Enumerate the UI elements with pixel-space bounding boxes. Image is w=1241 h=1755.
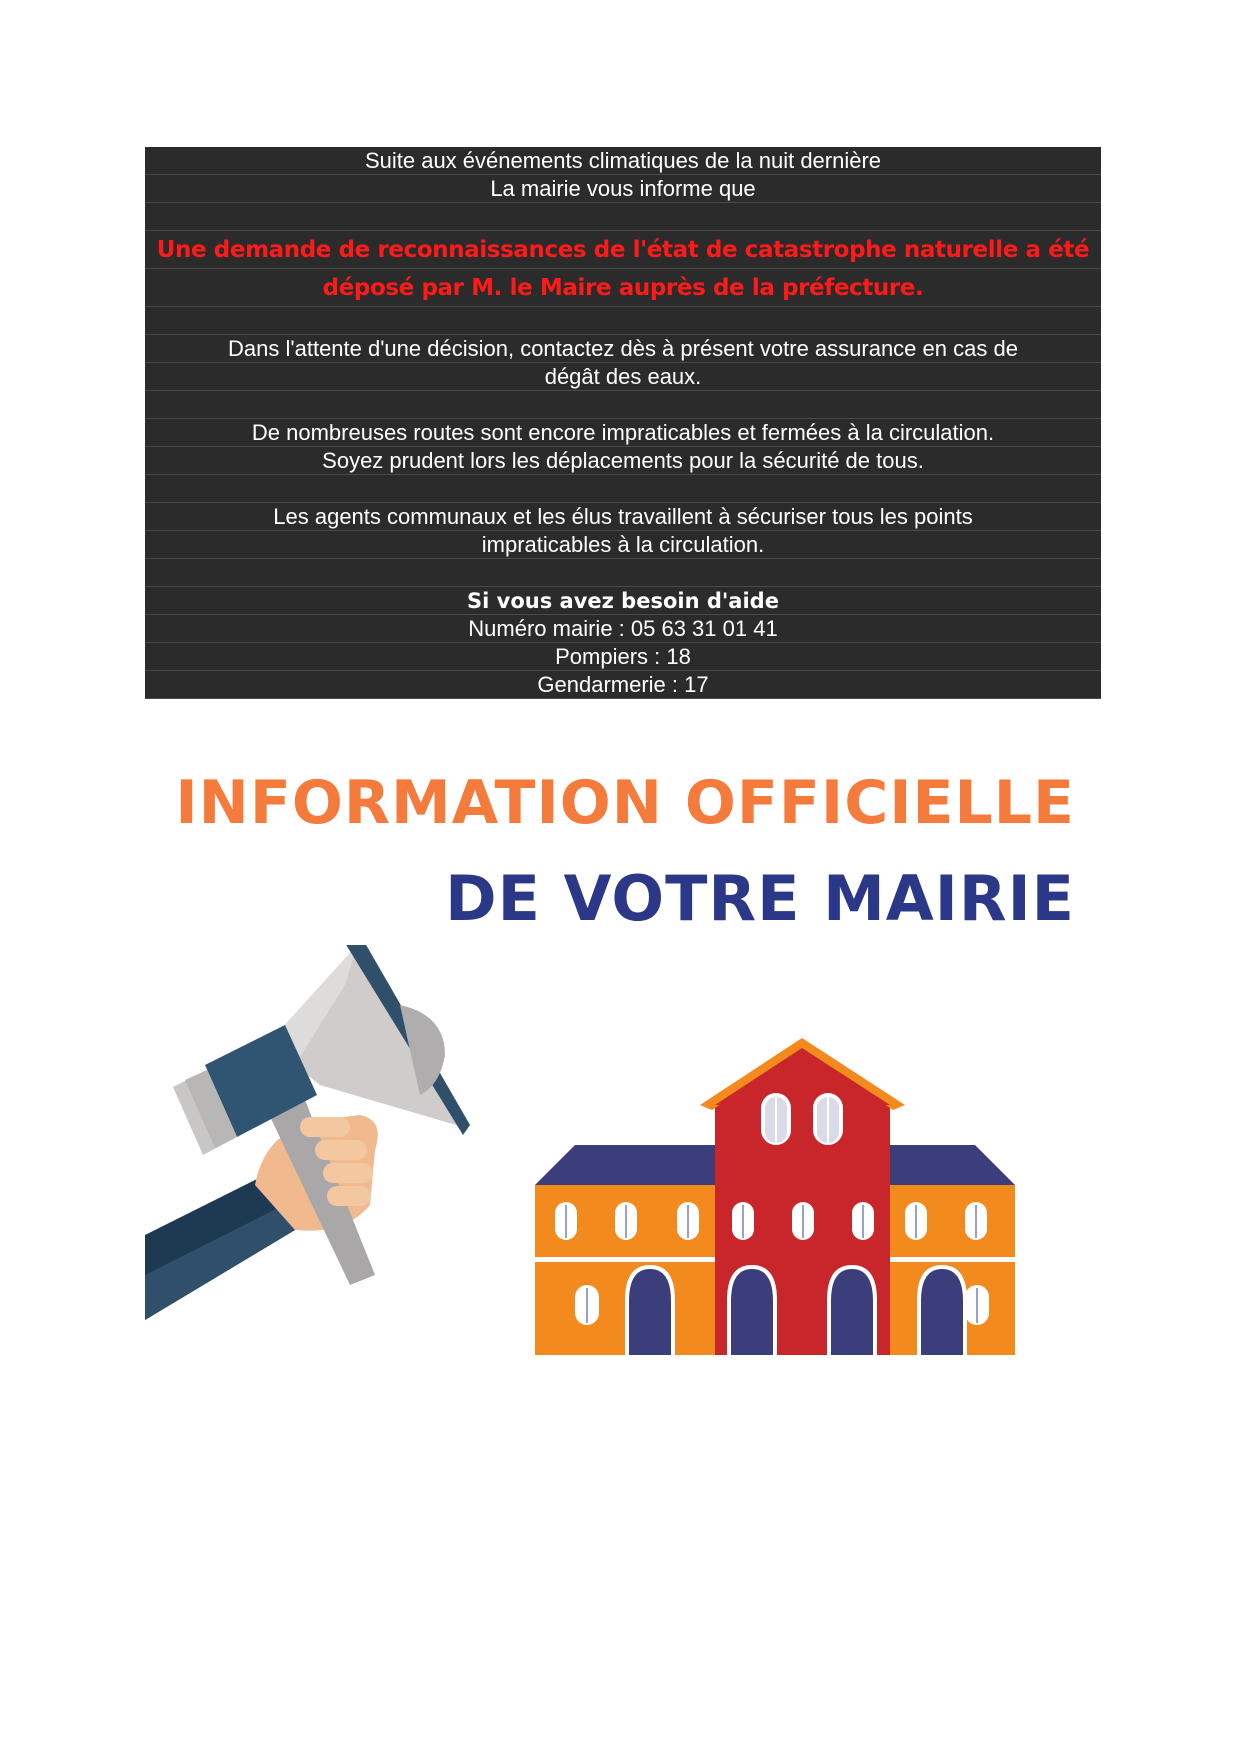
notice-line: impraticables à la circulation. bbox=[145, 531, 1101, 559]
pompiers-number: Pompiers : 18 bbox=[145, 643, 1101, 671]
notice-blank-row bbox=[145, 391, 1101, 419]
megaphone-icon bbox=[145, 945, 470, 1320]
notice-blank-row bbox=[145, 307, 1101, 335]
notice-blank-row bbox=[145, 559, 1101, 587]
headline-information-officielle: INFORMATION OFFICIELLE bbox=[175, 768, 1075, 838]
notice-panel bbox=[145, 147, 1101, 699]
alert-line: Une demande de reconnaissances de l'état de catastrophe naturelle a été bbox=[145, 231, 1101, 269]
mairie-phone: Numéro mairie : 05 63 31 01 41 bbox=[145, 615, 1101, 643]
notice-line: dégât des eaux. bbox=[145, 363, 1101, 391]
notice-line: La mairie vous informe que bbox=[145, 175, 1101, 203]
notice-line: De nombreuses routes sont encore impraticables et fermées à la circulation. bbox=[145, 419, 1101, 447]
notice-line: Dans l'attente d'une décision, contactez dès à présent votre assurance en cas de bbox=[145, 335, 1101, 363]
notice-line: Les agents communaux et les élus travaillent à sécuriser tous les points bbox=[145, 503, 1101, 531]
help-title: Si vous avez besoin d'aide bbox=[145, 587, 1101, 615]
alert-line: déposé par M. le Maire auprès de la préfecture. bbox=[145, 269, 1101, 307]
notice-line: Soyez prudent lors les déplacements pour la sécurité de tous. bbox=[145, 447, 1101, 475]
notice-blank-row bbox=[145, 475, 1101, 503]
notice-line: Suite aux événements climatiques de la nuit dernière bbox=[145, 147, 1101, 175]
notice-blank-row bbox=[145, 203, 1101, 231]
headline-de-votre-mairie: DE VOTRE MAIRIE bbox=[445, 862, 1075, 935]
town-hall-icon bbox=[535, 1038, 1015, 1355]
illustration bbox=[145, 945, 1085, 1355]
gendarmerie-number: Gendarmerie : 17 bbox=[145, 671, 1101, 699]
